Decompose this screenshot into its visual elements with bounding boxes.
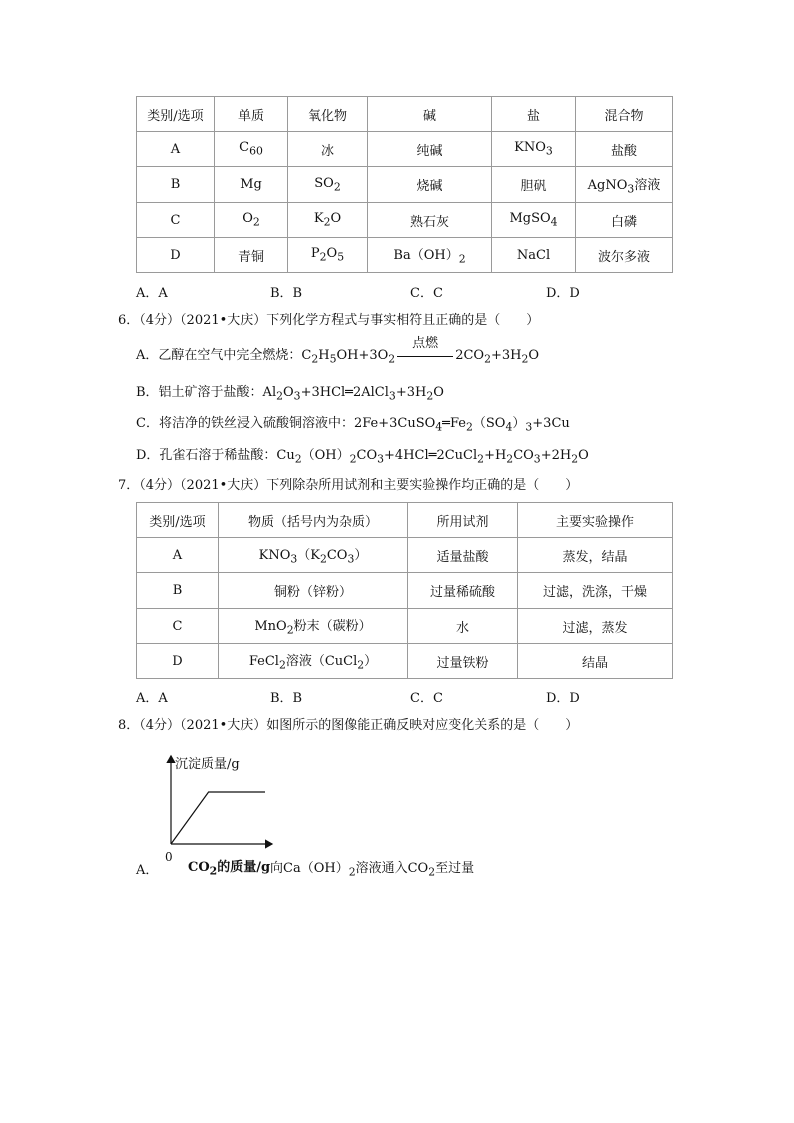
q6-option-d[interactable]: D．孔雀石溶于稀盐酸：$Cu_2(OH)_2CO_3+4HCl═2CuCl_2+H_2CO_3+2H_2O$ bbox=[136, 448, 589, 466]
table-row bbox=[137, 203, 673, 238]
table-cell: AgNO$_3$溶液 bbox=[576, 167, 673, 203]
header-cell: 氧化物 bbox=[288, 97, 368, 132]
q8-option-a-text: 向$Ca(OH)_2$溶液通入$CO_2$至过量 bbox=[270, 861, 475, 879]
table-header-row bbox=[137, 97, 673, 132]
q7-stem: 7．（4分）（2021•大庆）下列除杂所用试剂和主要实验操作均正确的是（ ） bbox=[118, 478, 579, 493]
option-d[interactable]: D．D bbox=[546, 691, 580, 706]
table-cell: $C_{60}$ bbox=[215, 132, 288, 167]
table-cell: 冰 bbox=[288, 132, 368, 167]
table-cell: 胆矾 bbox=[492, 167, 576, 203]
table-cell: 烧碱 bbox=[368, 167, 492, 203]
table-cell: B bbox=[137, 573, 219, 609]
option-c[interactable]: C．C bbox=[410, 691, 443, 706]
option-b[interactable]: B．B bbox=[270, 286, 303, 301]
header-cell: 类别/选项 bbox=[137, 97, 215, 132]
header-cell: 混合物 bbox=[576, 97, 673, 132]
impurity-removal-table bbox=[136, 502, 673, 679]
table-cell: NaCl bbox=[492, 238, 576, 273]
table-row bbox=[137, 609, 673, 644]
table-row bbox=[137, 538, 673, 573]
table-cell: D bbox=[137, 238, 215, 273]
origin-label: 0 bbox=[165, 850, 173, 864]
table-cell: 水 bbox=[408, 609, 518, 644]
table-cell: 铜粉（锌粉） bbox=[219, 573, 408, 609]
table-cell: 蒸发，结晶 bbox=[518, 538, 673, 573]
table-cell: C bbox=[137, 203, 215, 238]
table-cell: MgSO$_4$ bbox=[492, 203, 576, 238]
table-cell: $KNO_3$ bbox=[492, 132, 576, 167]
table-cell: $O_2$ bbox=[215, 203, 288, 238]
table-cell: $KNO_3(K_2CO_3)$ bbox=[219, 538, 408, 573]
table-cell: C bbox=[137, 609, 219, 644]
option-a[interactable]: A．A bbox=[136, 691, 168, 706]
table-cell: A bbox=[137, 538, 219, 573]
header-cell: 主要实验操作 bbox=[518, 503, 673, 538]
table-cell: 盐酸 bbox=[576, 132, 673, 167]
table-cell: 过量稀硫酸 bbox=[408, 573, 518, 609]
table-cell: MnO$_2$粉末（碳粉） bbox=[219, 609, 408, 644]
table-cell: 结晶 bbox=[518, 644, 673, 679]
option-a[interactable]: A．A bbox=[136, 286, 168, 301]
table-cell: 波尔多液 bbox=[576, 238, 673, 273]
header-cell: 碱 bbox=[368, 97, 492, 132]
table-cell: 过量铁粉 bbox=[408, 644, 518, 679]
header-cell: 所用试剂 bbox=[408, 503, 518, 538]
table-cell: Mg bbox=[215, 167, 288, 203]
header-cell: 盐 bbox=[492, 97, 576, 132]
table-cell: FeCl$_2$溶液（CuCl$_2$） bbox=[219, 644, 408, 679]
q6-option-a[interactable]: A．乙醇在空气中完全燃烧：$C_2H_5OH+3O_2$ 点燃 $2CO_2+3H_2O$ bbox=[136, 336, 540, 366]
table-cell: $Ba(OH)_2$ bbox=[368, 238, 492, 273]
table-cell: 纯碱 bbox=[368, 132, 492, 167]
table-row bbox=[137, 132, 673, 167]
header-cell: 类别/选项 bbox=[137, 503, 219, 538]
table-cell: A bbox=[137, 132, 215, 167]
option-d[interactable]: D．D bbox=[546, 286, 580, 301]
q8-option-a-letter[interactable]: A． bbox=[136, 863, 159, 878]
y-axis-label: 沉淀质量/g bbox=[175, 757, 240, 772]
table-cell: D bbox=[137, 644, 219, 679]
x-axis-label: $CO_2$的质量/g bbox=[188, 860, 271, 878]
table-row bbox=[137, 167, 673, 203]
table-cell: 白磷 bbox=[576, 203, 673, 238]
table-cell: $P_2O_5$ bbox=[288, 238, 368, 273]
table-cell: 过滤，蒸发 bbox=[518, 609, 673, 644]
table-cell: 适量盐酸 bbox=[408, 538, 518, 573]
table-row bbox=[137, 644, 673, 679]
table-row bbox=[137, 573, 673, 609]
q6-option-c[interactable]: C．将洁净的铁丝浸入硫酸铜溶液中：$2Fe+3CuSO_4═Fe_2(SO_4)_3+3Cu$ bbox=[136, 416, 570, 434]
table-cell: $SO_2$ bbox=[288, 167, 368, 203]
table-cell: 青铜 bbox=[215, 238, 288, 273]
option-b[interactable]: B．B bbox=[270, 691, 303, 706]
table-header-row bbox=[137, 503, 673, 538]
option-c[interactable]: C．C bbox=[410, 286, 443, 301]
table-cell: $K_2O$ bbox=[288, 203, 368, 238]
header-cell: 单质 bbox=[215, 97, 288, 132]
table-cell: B bbox=[137, 167, 215, 203]
classification-table bbox=[136, 96, 673, 273]
q6-stem: 6．（4分）（2021•大庆）下列化学方程式与事实相符且正确的是（ ） bbox=[118, 313, 540, 328]
table-cell: 熟石灰 bbox=[368, 203, 492, 238]
reaction-condition: 点燃 bbox=[395, 347, 455, 365]
table-row bbox=[137, 238, 673, 273]
q6-option-b[interactable]: B．铝土矿溶于盐酸：$Al_2O_3+3HCl═2AlCl_3+3H_2O$ bbox=[136, 385, 444, 403]
q8-stem: 8．（4分）（2021•大庆）如图所示的图像能正确反映对应变化关系的是（ ） bbox=[118, 718, 579, 733]
precipitate-curve bbox=[171, 792, 265, 844]
table-cell: 过滤，洗涤，干燥 bbox=[518, 573, 673, 609]
header-cell: 物质（括号内为杂质） bbox=[219, 503, 408, 538]
